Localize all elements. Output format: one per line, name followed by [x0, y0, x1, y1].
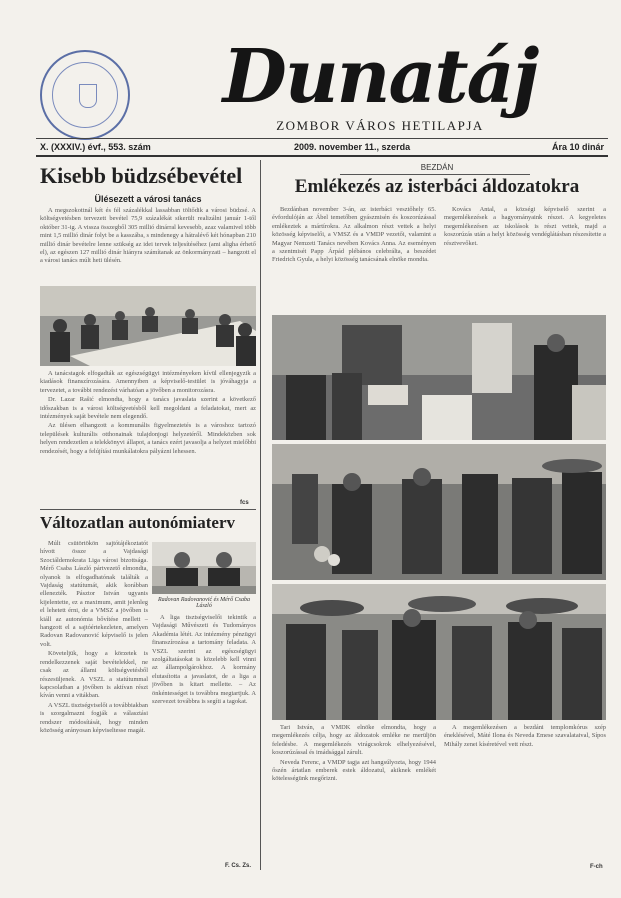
memorial-paragraph: Kovács Antal, a községi képviselő szerint a megemlékezések a hagyományaink részei. A kegyeletes megemlékezésen az iskolások is részt vettek, majd a koszorúzás után a helyi közösség vendéglátásban részesítette a résztvevőket. — [444, 206, 606, 247]
memorial-headline: Emlékezés az isterbáci áldozatokra — [294, 176, 580, 197]
budget-signature: fcs — [240, 500, 249, 506]
politicians-photo-caption: Radovan Radovanović és Mérő Csaba László — [158, 597, 250, 609]
autonomy-signature: F. Cs. Zs. — [225, 863, 252, 869]
coat-of-arms-icon — [79, 84, 97, 108]
autonomy-text-left — [40, 540, 148, 862]
memorial-text-intro-left — [272, 206, 436, 312]
budget-headline: Kisebb büdzsébevétel — [40, 163, 243, 188]
budget-text-top — [40, 207, 256, 285]
autonomy-headline: Változatlan autonómiaterv — [40, 513, 236, 532]
memorial-paragraph: A megemlékezésen a bezdáni templomkórus szép éneklésével, Máté Ilona és Neveda Emese szavalataival, Sípos Mihály zenei kíséretével vett részt. — [444, 724, 606, 748]
issue-info-bar — [36, 138, 608, 157]
issue-price: Ára 10 dinár — [551, 142, 604, 152]
autonomy-paragraph: Múlt csütörtökön sajtótájékoztatót hívott össze a Vajdasági Szociáldemokrata Liga városi bizottsága. Mérő Csaba László pártvezető elmondta, olyanok is elfogadhatónak találták a Vajdaság statútumát, akik korábban ellenezték. Pásztor István ugyanis kijelentette, ez a maximum, amit jelenleg el lehetett érni, de a VMSZ a jövőben is kiáll az autonómia bővítése mellett – hangzott el a sajtóértekezleten, amelyen Radovan Radovanović képviselő is jelen volt. — [40, 540, 148, 648]
location-label-rule — [340, 174, 530, 175]
newspaper-title: Dunatáj — [222, 34, 538, 120]
mass-photo — [272, 315, 606, 440]
wreath-laying-photo — [272, 444, 606, 580]
budget-paragraph: Dr. Lazar Rašić elmondta, hogy a tanács javaslata szerint a következő időszakban is a városi költségvetésből kell megoldani a feladatokat, mert az intézmények saját bevétele nem elegendő. — [40, 396, 256, 421]
crowd-umbrellas-photo — [272, 584, 606, 720]
newspaper-subtitle: ZOMBOR VÁROS HETILAPJA — [276, 118, 484, 133]
masthead — [150, 36, 610, 121]
council-meeting-photo — [40, 286, 256, 366]
autonomy-text-right — [152, 614, 256, 862]
autonomy-paragraph: A liga tisztségviselői tekintik a Vajdasági Művészeti és Tudományos Akadémia létét. Az intézmény pénzügyi finanszírozása a tartomány feladata. A VSZL szerint az egészségügyi szolgáltatásokat is közelebb kell vinni az állampolgárokhoz. A kormány elutasította a javaslatot, de a liga a jövőben is kitart mellette. – Az önkéntességet is továbbra megtartjuk. A szervezet továbbra is segíti a tagokat. — [152, 614, 256, 706]
issue-date: 2009. november 11., szerda — [294, 142, 411, 152]
budget-paragraph: A tanácstagok elfogadták az egészségügyi intézményeken kívül ellenjegyzik a kiadások finanszírozására. Amennyiben a képviselő-testület is jóváhagyja a tervezetet, a további rendezést várhatóan a jövőben a monitorozásra. — [40, 370, 256, 394]
location-label: BEZDÁN — [420, 163, 454, 172]
memorial-paragraph: Bezdánban november 3-án, az isterbáci vesztőhely 65. évfordulóján az Ábel temetőben gyászmisén és koszorúzással emlékeztek a mártírokra. Az alkalmon részt vettek a helyi közösség képviselői, a VMSZ és a VMDP vezetői, valamint a Magyar Nemzeti Tanács nevében Kovács Anna. Az eseményen a szentmisét Papp Árpád plébános celebrálta, a beszédet Friedrich Gyula, a helyi közösség tanácsának elnöke mondta. — [272, 206, 436, 264]
autonomy-paragraph: Követeljük, hogy a körzetek is rendelkezzenek saját bevételekkel, ne csak az állami költségvetésből részesüljenek. A VSZL a statútummal kapcsolatban a jövőben is aktívan részt kíván venni a vitákban. — [40, 650, 148, 700]
memorial-text-right — [444, 724, 606, 862]
memorial-paragraph: Neveda Ferenc, a VMDP tagja azt hangsúlyozta, hogy 1944 őszén ártatlan emberek estek áldozatul, akiknek emlékét kötelességünk megőrizni. — [272, 758, 436, 783]
autonomy-paragraph: A VSZL tisztségviselői a továbbiakban is szorgalmazni fogják a választási rendszer módosítását, hogy minden közösség arányosan képviseltesse magát. — [40, 701, 148, 734]
budget-paragraph: A megszokottnál két és fél százalékkal lassabban töltődik a városi büdzsé. A költségvetésben tervezett bevétel 75,9 százalékát sikerült realizálni január 1-től október 31-ig. A vissza összegből 305 millió dinárral kevesebb, azaz valamivel több mint 1,5 millió dinár folyt be a kasszába, s mindenegy a hátralévő két hónapban 210 millió dinár bevételre lenne szükség az idei tervek teljesítéséhez (ami aligha érhető el), az egészen 127 millió dinár hiányra számítanak az önkormányzati – hangzott el a városi tanács múlt heti ülésén. — [40, 207, 256, 265]
politicians-photo — [152, 542, 256, 594]
official-stamp-seal — [40, 50, 130, 140]
memorial-paragraph: Tari István, a VMDK elnöke elmondta, hogy a megemlékezés célja, hogy az áldozatok emléke ne merüljön feledésbe. A megemlékezés virágcsokrok elhelyezésével, koszorúzással és imádsággal zárult. — [272, 724, 436, 757]
memorial-signature: F-ch — [590, 864, 603, 870]
budget-subheadline: Ülésezett a városi tanács — [94, 194, 202, 204]
column-divider — [260, 160, 261, 870]
memorial-text-left — [272, 724, 436, 872]
section-divider — [40, 509, 256, 510]
budget-paragraph: Az ülésen elhangzott a kommunális figyelmeztetés is a városhoz tartozó települések kulturális otthonainak tulajdonjogi helyzetéről. Mindeközben sok helyen rendezetlen a telekkönyvi állapot, a tanács ezért javasolja a helyzet mielőbbi rendezését, hogy a felújítási munkálatokra pályázni lehessen. — [40, 422, 256, 455]
memorial-text-intro-right — [444, 206, 606, 312]
issue-number: X. (XXXIV.) évf., 553. szám — [40, 142, 151, 152]
budget-text-bottom — [40, 370, 256, 500]
